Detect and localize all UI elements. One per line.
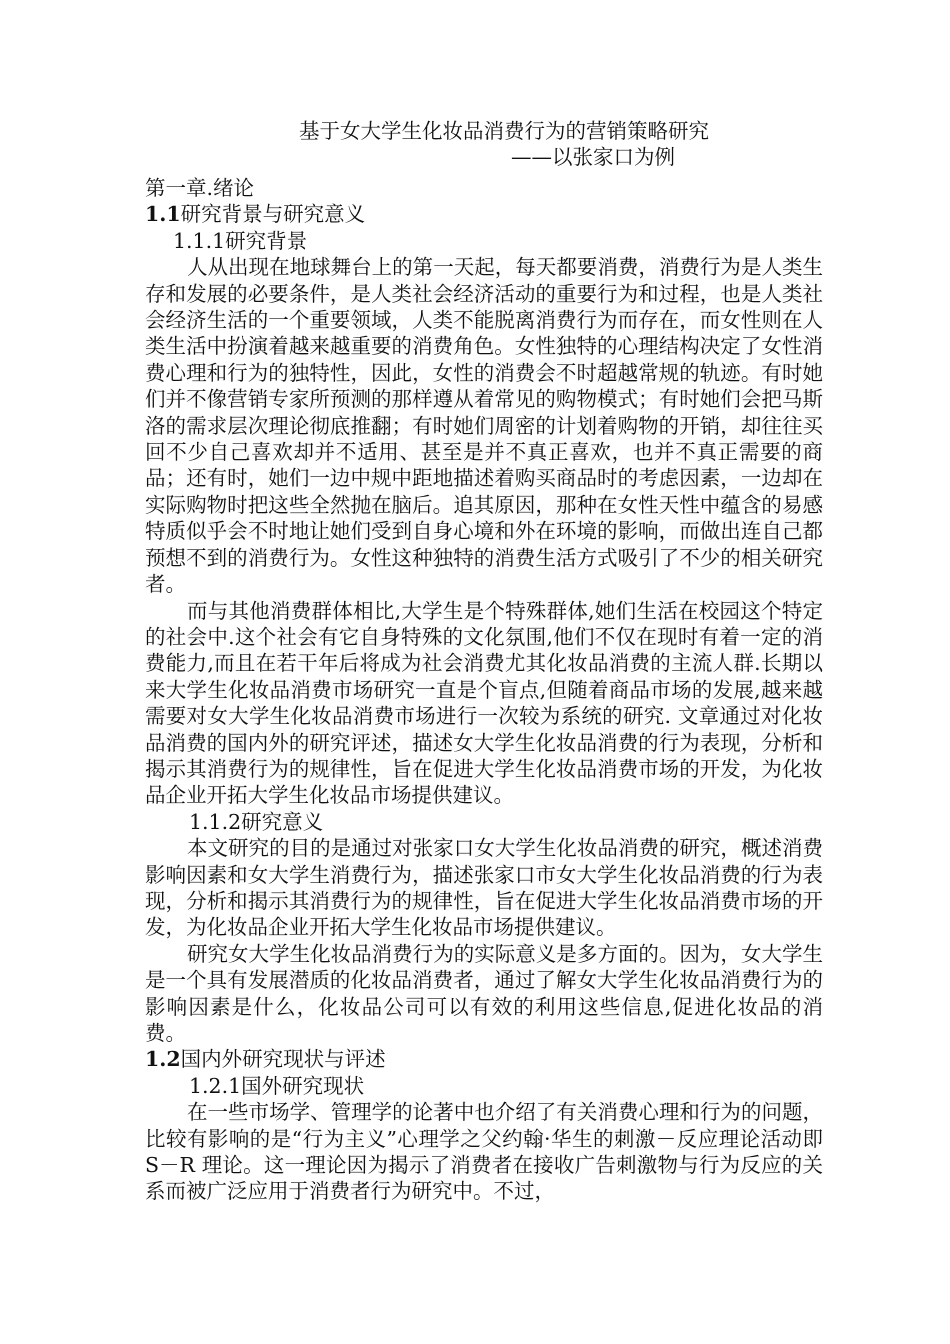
subsection-heading-1-1-2: 1.1.2研究意义 [189, 809, 324, 834]
document-page [145, 118, 823, 1205]
paragraph-background-2: 而与其他消费群体相比,大学生是个特殊群体,她们生活在校园这个特定的社会中.这个社会有它自身特殊的文化氛围,他们不仅在现时有着一定的消费能力,而且在若干年后将成为社会消费尤其化妆品消费的主流人群.长期以来大学生化妆品消费市场研究一直是个盲点,但随着商品市场的发展,越来越需要对女大学生化妆品消费市场进行一次较为系统的研究. 文章通过对化妆品消费的国内外的研究评述，描述女大学生化妆品消费的行为表现，分析和揭示其消费行为的规律性，旨在促进大学生化妆品消费市场的开发，为化妆品企业开拓大学生化妆品市场提供建议。 [145, 598, 823, 808]
section-title: 研究背景与研究意义 [180, 202, 366, 227]
section-title: 国内外研究现状与评述 [180, 1047, 386, 1072]
section-number: 1.1 [145, 202, 181, 227]
chapter-heading: 第一章.绪论 [145, 176, 255, 200]
subsection-heading-1-2-1: 1.2.1国外研究现状 [189, 1073, 365, 1098]
subsection-heading-1-1-1: 1.1.1研究背景 [173, 228, 308, 253]
paragraph-foreign-research: 在一些市场学、管理学的论著中也介绍了有关消费心理和行为的问题，比较有影响的是“行为主义”心理学之父约翰·华生的刺激－反应理论活动即 S－R 理论。这一理论因为揭示了消费者在接收广告刺激物与行为反应的关系而被广泛应用于消费者行为研究中。不过， [145, 1100, 823, 1204]
paragraph-significance-1: 本文研究的目的是通过对张家口女大学生化妆品消费的研究，概述消费影响因素和女大学生消费行为，描述张家口市女大学生化妆品消费的行为表现，分析和揭示其消费行为的规律性，旨在促进大学生化妆品消费市场的开发，为化妆品企业开拓大学生化妆品市场提供建议。 [145, 836, 823, 940]
document-title: 基于女大学生化妆品消费行为的营销策略研究 [299, 119, 709, 143]
paragraph-background-1: 人从出现在地球舞台上的第一天起，每天都要消费，消费行为是人类生存和发展的必要条件，是人类社会经济活动的重要行为和过程，也是人类社会经济生活的一个重要领域，人类不能脱离消费行为而存在，而女性则在人类生活中扮演着越来越重要的消费角色。女性独特的心理结构决定了女性消费心理和行为的独特性，因此，女性的消费会不时超越常规的轨迹。有时她们并不像营销专家所预测的那样遵从着常见的购物模式；有时她们会把马斯洛的需求层次理论彻底推翻；有时她们周密的计划着购物的开销，却往往买回不少自己喜欢却并不适用、甚至是并不真正喜欢，也并不真正需要的商品；还有时，她们一边中规中距地描述着购买商品时的考虑因素，一边却在实际购物时把这些全然抛在脑后。追其原因，那种在女性天性中蕴含的易感特质似乎会不时地让她们受到自身心境和外在环境的影响，而做出连自己都预想不到的消费行为。女性这种独特的消费生活方式吸引了不少的相关研究者。 [145, 255, 823, 597]
section-heading-1-1 [145, 201, 823, 227]
section-number: 1.2 [145, 1047, 181, 1072]
section-heading-1-2 [145, 1046, 823, 1072]
paragraph-significance-2: 研究女大学生化妆品消费行为的实际意义是多方面的。因为，女大学生是一个具有发展潜质的化妆品消费者，通过了解女大学生化妆品消费行为的影响因素是什么，化妆品公司可以有效的利用这些信息,促进化妆品的消费。 [145, 941, 823, 1045]
document-subtitle: ——以张家口为例 [511, 145, 675, 169]
